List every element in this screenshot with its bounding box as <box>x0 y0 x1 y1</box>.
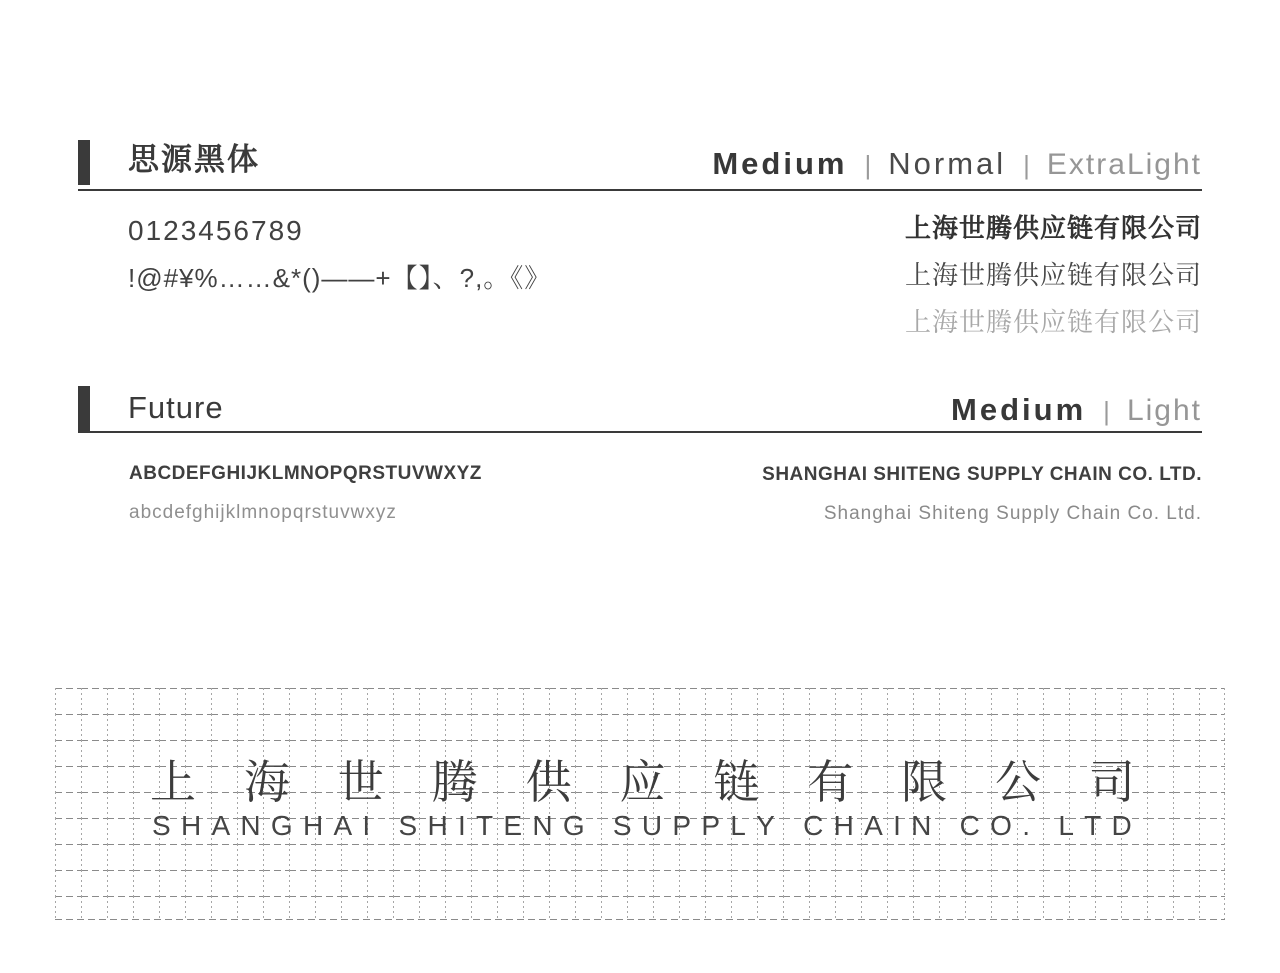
weight-label-extralight: ExtraLight <box>1046 148 1202 181</box>
weight-label-light: Light <box>1126 394 1202 427</box>
logo-char: T <box>1084 810 1102 841</box>
logo-char: O <box>990 810 1012 841</box>
section-en-weights <box>951 394 1202 426</box>
logo-text-en <box>152 812 1132 840</box>
weight-separator: | <box>864 150 872 180</box>
logo-char: N <box>911 810 932 841</box>
logo-char: C <box>959 810 980 841</box>
logo-char <box>380 812 388 840</box>
logo-grid-block <box>55 688 1225 920</box>
logo-char: H <box>302 810 324 841</box>
logo-char: I <box>457 810 466 841</box>
company-name-en-medium: SHANGHAI SHITENG SUPPLY CHAIN CO. LTD. <box>762 464 1202 485</box>
logo-char: A <box>864 810 883 841</box>
logo-char: 公 <box>995 756 1042 808</box>
logo-char: H <box>180 810 202 841</box>
weight-label-normal: Normal <box>888 146 1007 181</box>
sample-alphabet-lowercase: abcdefghijklmnopqrstuvwxyz <box>129 502 397 523</box>
company-name-en-light: Shanghai Shiteng Supply Chain Co. Ltd. <box>823 503 1202 524</box>
logo-char: S <box>398 810 418 841</box>
logo-char: P <box>672 810 692 841</box>
logo-char: 有 <box>807 756 854 808</box>
logo-char: L <box>730 810 746 841</box>
section-cn-title: 思源黑体 <box>128 142 260 177</box>
weight-separator: | <box>1023 150 1030 180</box>
section-cn-divider <box>78 189 1202 191</box>
logo-char: C <box>803 810 824 841</box>
logo-char: 链 <box>713 756 760 808</box>
logo-char: G <box>562 810 585 841</box>
logo-char: A <box>333 810 353 841</box>
section-en-title: Future <box>128 390 224 425</box>
logo-char: A <box>211 810 231 841</box>
logo-char: L <box>1058 810 1074 841</box>
logo-char: N <box>240 810 261 841</box>
logo-char: 司 <box>1088 756 1135 808</box>
weight-label-medium: Medium <box>712 146 848 181</box>
logo-char: I <box>362 810 371 841</box>
logo-char: G <box>270 810 293 841</box>
section-cn-accent-bar <box>78 140 90 185</box>
logo-char: 上 <box>150 756 196 808</box>
logo-char: 限 <box>901 756 948 808</box>
logo-char: 世 <box>337 756 384 808</box>
logo-char <box>1040 812 1048 840</box>
logo-char: E <box>503 810 523 841</box>
section-cn-weights <box>712 148 1202 180</box>
logo-char: H <box>427 810 448 841</box>
logo-char: H <box>833 810 854 841</box>
logo-char: 供 <box>525 756 572 808</box>
logo-char <box>595 812 603 840</box>
logo-char: S <box>612 810 632 841</box>
weight-separator: | <box>1103 396 1110 426</box>
logo-char: 腾 <box>431 756 478 808</box>
logo-char <box>785 812 793 840</box>
logo-char: D <box>1111 810 1132 841</box>
logo-char: T <box>476 810 494 841</box>
logo-char: N <box>532 810 553 841</box>
logo-char: U <box>641 810 663 841</box>
logo-char <box>942 812 950 840</box>
company-name-cn-normal: 上海世腾供应链有限公司 <box>904 260 1202 290</box>
logo-text-cn <box>150 756 1135 808</box>
sample-digits: 0123456789 <box>128 215 304 246</box>
section-en-divider <box>78 431 1202 433</box>
logo-char: Y <box>756 810 775 841</box>
logo-char: . <box>1022 810 1030 841</box>
company-name-cn-medium: 上海世腾供应链有限公司 <box>904 213 1202 243</box>
weight-label-medium: Medium <box>951 392 1087 427</box>
logo-char: S <box>152 810 171 841</box>
logo-char: I <box>893 810 901 841</box>
sample-alphabet-uppercase: ABCDEFGHIJKLMNOPQRSTUVWXYZ <box>129 463 482 484</box>
logo-char: P <box>701 810 721 841</box>
sample-punctuation: !@#¥%……&*()——+【】、?,。《》 <box>128 263 552 293</box>
company-name-cn-extralight: 上海世腾供应链有限公司 <box>904 307 1202 337</box>
logo-char: 应 <box>619 756 666 808</box>
logo-char: 海 <box>243 756 290 808</box>
section-en-accent-bar <box>78 386 90 431</box>
